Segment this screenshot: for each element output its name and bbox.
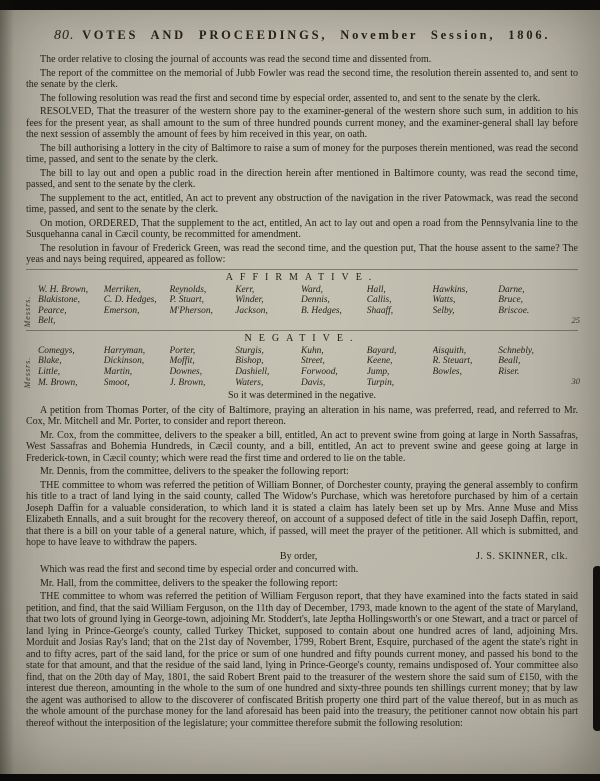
paragraph: THE committee to whom was referred the petition of William Bonner, of Dorchester county, praying the general assembly to confirm his title to a tract of land lying in the said county, called The Widow's Purchase, which was heretofore purchased by him of a certain Joseph Daffin for a valuable consideration, to which land it is stated a claim has lately been set up by Mrs. Anne Muse and Miss Elizabeth Ennalls, and a suit brought for the recovery thereof, on account of a supposed defect of title in the said Joseph Daffin, report, that there is a bill on your table of a general nature, which, if passed, will meet the prayer of the petitioner. All which is submitted, and hope to have leave to withdraw the papers.	[26, 479, 578, 549]
messrs-label: Messrs.	[23, 295, 32, 327]
affirmative-tally: 25	[571, 314, 580, 325]
voter-name: Moffit,	[169, 356, 195, 367]
voter-name: Sturgis,	[235, 345, 264, 356]
negative-names	[23, 345, 580, 389]
voter-name: Winder,	[235, 295, 264, 306]
paragraph: The bill to lay out and open a public road in the direction herein after mentioned in Baltimore county, was read the second time, passed, and sent to the senate by the clerk.	[26, 167, 578, 190]
page-title: VOTES AND PROCEEDINGS, November Session, 1806.	[82, 28, 551, 42]
vote-column	[38, 285, 104, 327]
clerk-signature: J. S. SKINNER, clk.	[475, 550, 568, 562]
voter-name: Shaaff,	[366, 305, 394, 316]
vote-column	[38, 346, 104, 388]
paragraph: Mr. Hall, from the committee, delivers to the speaker the following report:	[40, 577, 338, 589]
vote-column	[301, 346, 367, 388]
voter-name: Jackson,	[235, 305, 268, 316]
voter-name: Reynolds,	[169, 284, 207, 295]
affirmative-vote-table	[23, 269, 580, 327]
by-order-line	[26, 551, 578, 563]
voter-name: Merriken,	[103, 284, 141, 295]
voter-name: C. D. Hedges,	[103, 295, 157, 306]
paragraph: The resolution in favour of Frederick Green, was read the second time, and the question put, That the house assent to the same? The yeas and nays being required, appeared as follow:	[26, 242, 578, 265]
voter-name: Bayard,	[366, 345, 397, 356]
paragraph: The report of the committee on the memorial of Jubb Fowler was read the second time, the resolution therein assented to, and sent to the senate by the clerk.	[26, 67, 578, 90]
voter-name: Comegys,	[38, 345, 75, 356]
voter-name: Blake,	[38, 356, 62, 367]
by-order-label: By order,	[279, 550, 318, 562]
negative-tally: 30	[571, 376, 580, 387]
affirmative-columns	[38, 285, 564, 327]
paragraph: The following resolution was read the first and second time by especial order, assented to, and sent to the senate by the clerk.	[40, 92, 541, 104]
paragraph: A petition from Thomas Porter, of the city of Baltimore, praying an alteration in his name, was preferred, read, and referred to Mr. Cox, Mr. Mitchell and Mr. Porter, to consider and report thereon.	[26, 404, 578, 428]
voter-name: Bishop,	[235, 356, 264, 367]
voter-name: Forwood,	[301, 367, 338, 378]
voter-name: Briscoe.	[498, 305, 530, 316]
voter-name: P. Stuart,	[169, 295, 204, 306]
voter-name: Keene,	[366, 356, 393, 367]
negative-heading: NEGATIVE.	[244, 332, 360, 344]
voter-name: Porter,	[169, 345, 196, 356]
vote-column	[104, 346, 170, 388]
negative-vote-table	[23, 330, 580, 389]
vote-column	[367, 285, 433, 327]
voter-name: Watts,	[432, 295, 456, 306]
voter-name: Emerson,	[103, 305, 140, 316]
voter-name: Little,	[38, 367, 61, 378]
determination-line: So it was determined in the negative.	[227, 390, 377, 402]
voter-name: Davis,	[301, 377, 326, 388]
voter-name: B. Hedges,	[301, 305, 342, 316]
voter-name: Downes,	[169, 367, 203, 378]
vote-column	[170, 346, 236, 388]
paragraph: Mr. Cox, from the committee, delivers to the speaker a bill, entitled, An act to prevent swine from going at large in North Sassafras, West Sassafras and Bohemia Hundreds, in Cæcil county, and a bill, entitled, An act to prevent swine and geese going at large in Frederick-town, in Cæcil county; which were read the first time and ordered to lie on the table.	[26, 429, 578, 464]
voter-name: J. Brown,	[169, 377, 206, 388]
voter-name: M. Brown,	[38, 377, 78, 388]
voter-name: Dickinson,	[103, 356, 145, 367]
voter-name: Street,	[301, 356, 325, 367]
voter-name: Belt,	[38, 316, 56, 327]
affirmative-heading: AFFIRMATIVE.	[225, 271, 379, 283]
voter-name: Smoot,	[103, 377, 130, 388]
paragraph: Mr. Dennis, from the committee, delivers to the speaker the following report:	[40, 466, 349, 478]
affirmative-names	[23, 284, 580, 327]
vote-column	[498, 346, 564, 388]
scan-edge-top	[0, 0, 600, 10]
paragraph: Which was read the first and second time by especial order and concurred with.	[40, 564, 359, 576]
voter-name: Waters,	[235, 377, 264, 388]
voter-name: Dennis,	[301, 295, 330, 306]
negative-columns	[38, 346, 564, 388]
voter-name: Blakistone,	[38, 295, 80, 306]
vote-column	[235, 346, 301, 388]
vote-column	[235, 285, 301, 327]
paragraph: The supplement to the act, entitled, An act to prevent any obstruction of the navigation in the river Patowmack, was read the second time, passed, and sent to the senate by the clerk.	[26, 192, 578, 215]
voter-name: M'Pherson,	[169, 305, 213, 316]
vote-column	[104, 285, 170, 327]
voter-name: Hall,	[366, 284, 386, 295]
scan-edge-right	[593, 566, 600, 731]
voter-name: Jump,	[366, 367, 390, 378]
vote-column	[433, 285, 499, 327]
voter-name: Callis,	[366, 295, 392, 306]
voter-name: Schnebly,	[498, 345, 534, 356]
voter-name: Riser.	[498, 367, 520, 378]
page-number: 80.	[54, 28, 75, 43]
paragraph: The bill authorising a lottery in the city of Baltimore to raise a sum of money for the purposes therein mentioned, was read the second time, passed, and sent to the senate by the clerk.	[26, 142, 578, 165]
paragraph: THE committee to whom was referred the petition of William Ferguson report, that they have examined into the facts stated in said petition, and find, that the said William Ferguson, on the 11th day of December, 1793, made known to the agent of the state of Maryland, that two lots of ground lying in George-town, adjoining Mr. Stoddert's, late Jeptha Hollingsworth's or one Stewart, and a tract or parcel of land lying in Prince-George's county, called Turkey Thicket, supposed to contain about one hundred acres of land, adjoining Mrs. Morduit and Josias Ray's land; that on the 21st day of November, 1799, Robert Brent, Esquire, purchased of the agent the state's right in and to fifty acres, part of the said land, for the price or sum of one hundred and fifty pounds current money, and passed his bond to the state for that amount, and that the residue of the said land, lying in Prince-George's county, remains undisposed of. Your committee also find, that on the 20th day of May, 1801, the said Robert Brent paid to the treasurer of the western shore the said sum of £150, with the interest due thereon, amounting in the whole to the sum of one hundred and sixty-three pounds ten shillings current money; that by law the agent was authorised to allow to the discoverer of confiscated British property one third part of the value thereof, but in as much as the whole amount of the purchase money for the land aforesaid has been paid into the treasury, the petitioner cannot now obtain his part thereof without the interposition of the legislature; your committee therefore submit the following resolution:	[26, 591, 578, 729]
scan-edge-bottom	[0, 774, 600, 781]
voter-name: Pearce,	[38, 305, 67, 316]
voter-name: W. H. Brown,	[38, 284, 89, 295]
voter-name: Turpin,	[366, 377, 395, 388]
voter-name: Bruce,	[498, 295, 523, 306]
vote-column	[367, 346, 433, 388]
messrs-label: Messrs.	[23, 356, 32, 389]
voter-name: Dashiell,	[235, 367, 270, 378]
voter-name: Kuhn,	[301, 345, 324, 356]
voter-name: Bowles,	[432, 367, 462, 378]
vote-column	[301, 285, 367, 327]
vote-column	[498, 285, 564, 327]
vote-column	[170, 285, 236, 327]
vote-column	[433, 346, 499, 388]
voter-name: Selby,	[432, 305, 455, 316]
voter-name: Beall,	[498, 356, 521, 367]
voter-name: Ward,	[301, 284, 323, 295]
voter-name: Kerr,	[235, 284, 255, 295]
voter-name: Darne,	[498, 284, 525, 295]
voter-name: Hawkins,	[432, 284, 468, 295]
paragraph: The order relative to closing the journal of accounts was read the second time and dissented from.	[40, 54, 432, 65]
voter-name: Aisquith,	[432, 345, 467, 356]
voter-name: R. Steuart,	[432, 356, 473, 367]
page-header	[26, 28, 578, 44]
paragraph: On motion, ORDERED, That the supplement to the act, entitled, An act to lay out and open a road from the Pennsylvania line to the Susquehanna canal in Cæcil county, be recommitted for amendment.	[26, 217, 578, 240]
voter-name: Martin,	[103, 367, 133, 378]
paragraph: RESOLVED, That the treasurer of the western shore pay to the examiner-general of the western shore such sum, in addition to his fees for the present year, as shall amount to the sum of three hundred pounds current money, and the examiner-general shall lay before the next session of assembly the amount of fees by him received in this year, on oath.	[26, 106, 578, 140]
document-page	[0, 10, 600, 774]
voter-name: Harryman,	[103, 345, 146, 356]
